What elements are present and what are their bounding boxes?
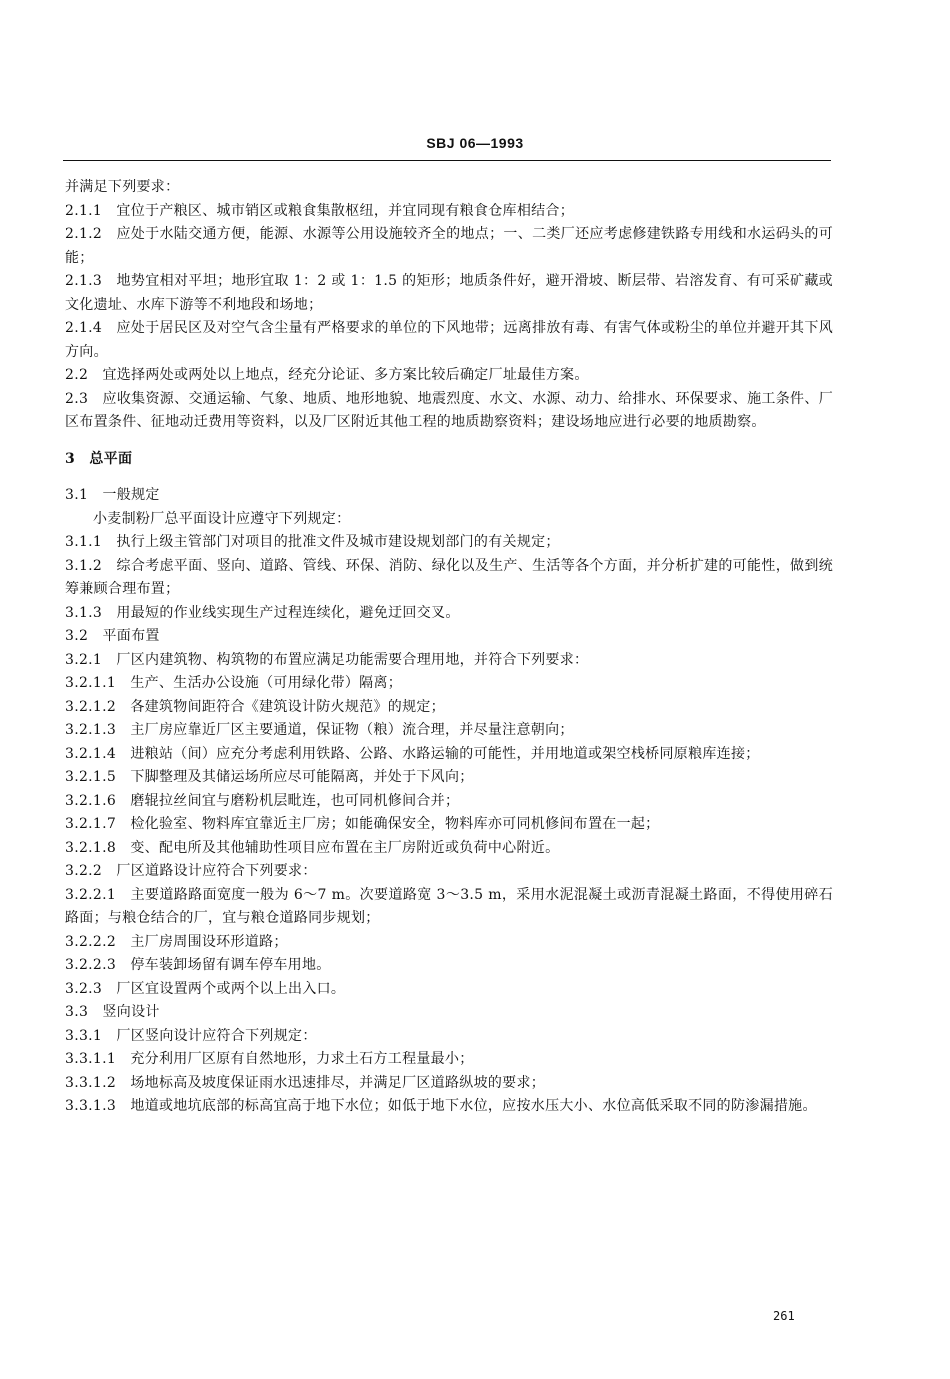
clause-3-1-3: 3.1.3 用最短的作业线实现生产过程连续化，避免迂回交叉。 (65, 604, 460, 621)
clause-2-3: 2.3 应收集资源、交通运输、气象、地质、地形地貌、地震烈度、水文、水源、动力、给排水、环保要求、施工条件、厂区布置条件、征地动迁费用等资料，以及厂区附近其他工程的地质勘察资料；建设场地应进行必要的地质勘察。 (65, 390, 833, 430)
page-number: 261 (773, 1309, 795, 1323)
paragraph-continuation: 并满足下列要求： (65, 179, 180, 195)
clause-3-2-2-1: 3.2.2.1 主要道路路面宽度一般为 6～7 m。次要道路宽 3～3.5 m，采用水泥混凝土或沥青混凝土路面，不得使用碎石路面；与粮仓结合的厂，宜与粮仓道路同步规划； (65, 886, 833, 926)
clause-3-1-heading: 3.1 一般规定 (65, 487, 160, 503)
document-body (65, 176, 833, 1119)
clause-3-2-1-6: 3.2.1.6 磨辊拉丝间宜与磨粉机层毗连，也可同机修间合并； (65, 792, 460, 809)
clause-3-2-1: 3.2.1 厂区内建筑物、构筑物的布置应满足功能需要合理用地，并符合下列要求： (65, 651, 589, 668)
clause-3-3-heading: 3.3 竖向设计 (65, 1004, 160, 1020)
clause-2-1-1: 2.1.1 宜位于产粮区、城市销区或粮食集散枢纽，并宜同现有粮食仓库相结合； (65, 202, 575, 219)
clause-3-2-heading: 3.2 平面布置 (65, 628, 160, 644)
clause-2-1-3: 2.1.3 地势宜相对平坦；地形宜取 1：2 或 1：1.5 的矩形；地质条件好，避开滑坡、断层带、岩溶发育、有可采矿藏或文化遗址、水库下游等不利地段和场地； (65, 273, 833, 313)
section-3-heading: 3 总平面 (65, 450, 133, 467)
clause-3-3-1-3: 3.3.1.3 地道或地坑底部的标高宜高于地下水位；如低于地下水位，应按水压大小、水位高低采取不同的防渗漏措施。 (65, 1098, 817, 1114)
clause-3-2-1-7: 3.2.1.7 检化验室、物料库宜靠近主厂房；如能确保安全，物料库亦可同机修间布置在一起； (65, 816, 660, 832)
clause-3-2-1-3: 3.2.1.3 主厂房应靠近厂区主要通道，保证物（粮）流合理，并尽量注意朝向； (65, 722, 574, 738)
clause-3-1-1: 3.1.1 执行上级主管部门对项目的批准文件及城市建设规划部门的有关规定； (65, 534, 560, 550)
clause-3-2-1-4: 3.2.1.4 进粮站（间）应充分考虑利用铁路、公路、水路运输的可能性，并用地道或架空栈桥同原粮库连接； (65, 745, 760, 762)
clause-3-1-2: 3.1.2 综合考虑平面、竖向、道路、管线、环保、消防、绿化以及生产、生活等各个方面，并分析扩建的可能性，做到统筹兼顾合理布置； (65, 557, 833, 597)
clause-3-2-2: 3.2.2 厂区道路设计应符合下列要求： (65, 863, 317, 879)
clause-3-3-1: 3.3.1 厂区竖向设计应符合下列规定： (65, 1027, 317, 1044)
header-rule (63, 160, 831, 161)
clause-3-2-3: 3.2.3 厂区宜设置两个或两个以上出入口。 (65, 980, 346, 997)
clause-2-2: 2.2 宜选择两处或两处以上地点，经充分论证、多方案比较后确定厂址最佳方案。 (65, 367, 589, 383)
clause-2-1-2: 2.1.2 应处于水陆交通方便，能源、水源等公用设施较齐全的地点；一、二类厂还应考虑修建铁路专用线和水运码头的可能； (65, 226, 833, 266)
clause-3-2-1-2: 3.2.1.2 各建筑物间距符合《建筑设计防火规范》的规定； (65, 698, 445, 715)
clause-3-1-intro: 小麦制粉厂总平面设计应遵守下列规定： (93, 510, 351, 527)
clause-3-2-1-5: 3.2.1.5 下脚整理及其储运场所应尽可能隔离，并处于下风向； (65, 769, 474, 785)
clause-2-1-4: 2.1.4 应处于居民区及对空气含尘量有严格要求的单位的下风地带；远离排放有毒、有害气体或粉尘的单位并避开其下风方向。 (65, 320, 833, 360)
clause-3-3-1-1: 3.3.1.1 充分利用厂区原有自然地形，力求土石方工程量最小； (65, 1051, 474, 1067)
clause-3-2-2-2: 3.2.2.2 主厂房周围设环形道路； (65, 933, 288, 950)
clause-3-3-1-2: 3.3.1.2 场地标高及坡度保证雨水迅速排尽，并满足厂区道路纵坡的要求； (65, 1074, 546, 1091)
page-header-code: SBJ 06—1993 (426, 135, 524, 151)
clause-3-2-2-3: 3.2.2.3 停车装卸场留有调车停车用地。 (65, 957, 331, 973)
clause-3-2-1-1: 3.2.1.1 生产、生活办公设施（可用绿化带）隔离； (65, 675, 403, 691)
clause-3-2-1-8: 3.2.1.8 变、配电所及其他辅助性项目应布置在主厂房附近或负荷中心附近。 (65, 839, 560, 856)
